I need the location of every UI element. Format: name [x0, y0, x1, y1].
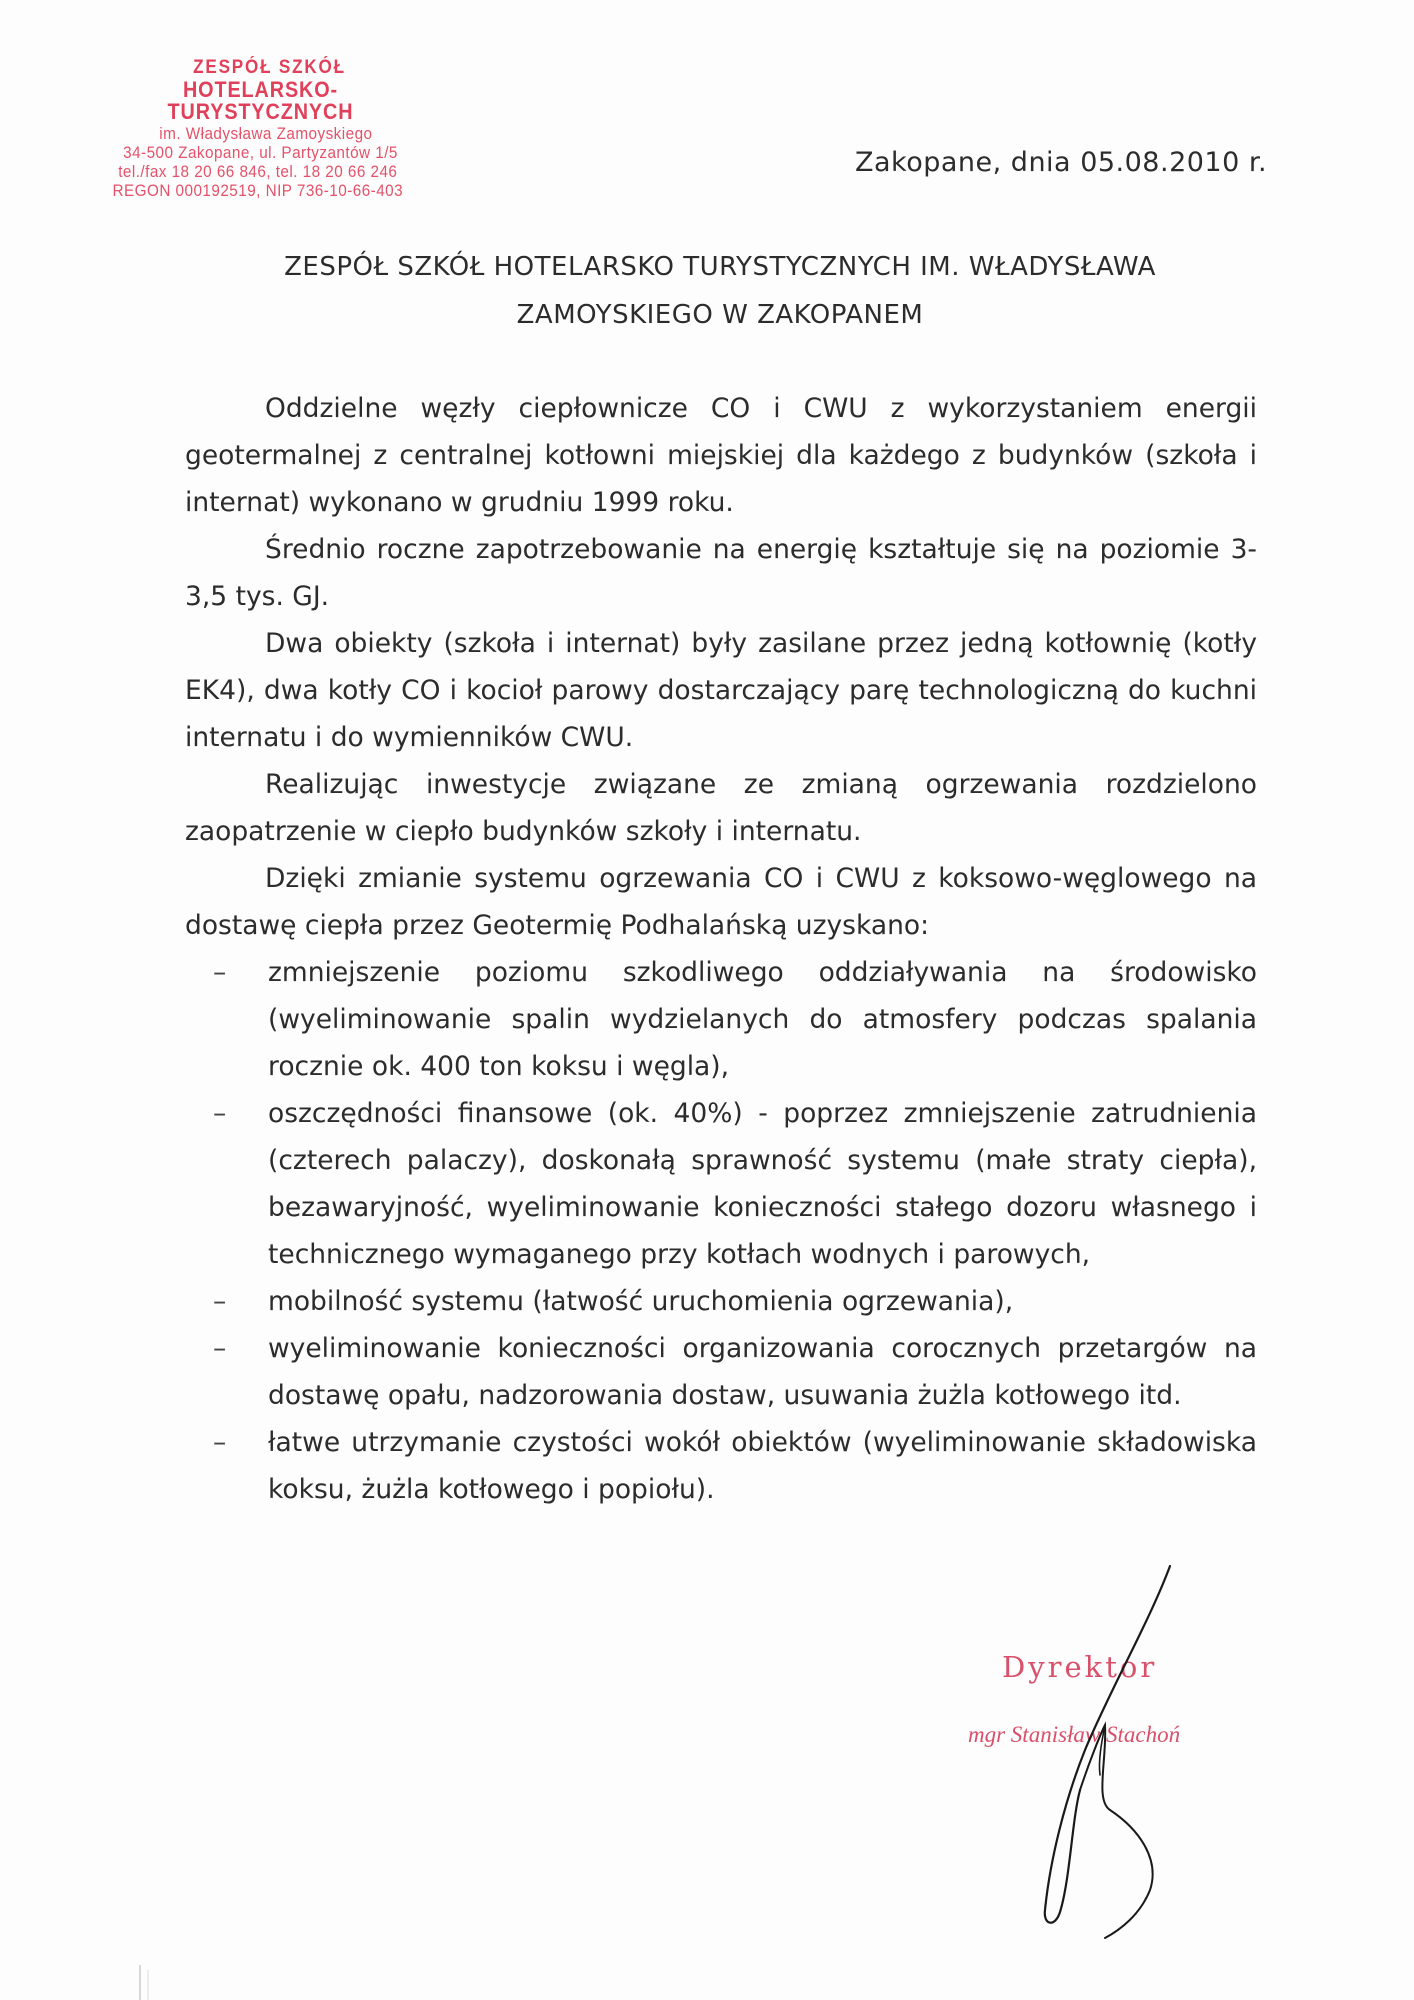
dash-bullet: –: [213, 1098, 227, 1129]
list-item-text: łatwe utrzymanie czystości wokół obiektów (wyeliminowanie składowiska koksu, żużla kotłowego i popiołu).: [268, 1427, 1257, 1505]
body-paragraph: Dzięki zmianie systemu ogrzewania CO i CWU z koksowo-węglowego na dostawę ciepła przez Geotermię Podhalańską uzyskano:: [185, 863, 1257, 941]
list-item-text: wyeliminowanie konieczności organizowania corocznych przetargów na dostawę opału, nadzorowania dostaw, usuwania żużla kotłowego itd.: [268, 1333, 1257, 1411]
list-item: [185, 1325, 1257, 1419]
dash-bullet: –: [213, 1286, 227, 1317]
list-item-text: zmniejszenie poziomu szkodliwego oddziaływania na środowisko (wyeliminowanie spalin wydzielanych do atmosfery podczas spalania rocznie ok. 400 ton koksu i węgla),: [268, 957, 1257, 1082]
stamp-line-1: ZESPÓŁ SZKÓŁ: [193, 57, 346, 78]
stamp-line-5: tel./fax 18 20 66 846, tel. 18 20 66 246: [118, 162, 398, 181]
stamp-line-6: REGON 000192519, NIP 736-10-66-403: [112, 181, 404, 200]
body-paragraph: Średnio roczne zapotrzebowanie na energię kształtuje się na poziomie 3-3,5 tys. GJ.: [185, 534, 1257, 612]
list-item: [185, 1278, 1257, 1325]
dash-bullet: –: [213, 957, 227, 988]
signature-name-stamp: mgr Stanisław Stachoń: [968, 1722, 1181, 1747]
handwritten-signature: [1010, 1560, 1190, 1940]
stamp-line-3: im. Władysława Zamoyskiego: [159, 124, 373, 143]
heading-line-2: ZAMOYSKIEGO W ZAKOPANEM: [516, 300, 924, 330]
school-letterhead-stamp: [112, 58, 409, 199]
letter-date: Zakopane, dnia 05.08.2010 r.: [855, 147, 1268, 178]
heading-line-1: ZESPÓŁ SZKÓŁ HOTELARSKO TURYSTYCZNYCH IM. WŁADYSŁAWA: [284, 252, 1156, 282]
list-item-text: oszczędności finansowe (ok. 40%) - poprzez zmniejszenie zatrudnienia (czterech palaczy), doskonałą sprawność systemu (małe straty ciepła), bezawaryjność, wyeliminowanie konieczności stałego dozoru własnego i technicznego wymaganego przy kotłach wodnych i parowych,: [268, 1098, 1257, 1270]
body-paragraph: Realizując inwestycje związane ze zmianą ogrzewania rozdzielono zaopatrzenie w ciepło budynków szkoły i internatu.: [185, 769, 1257, 847]
list-item: [185, 1090, 1257, 1278]
stamp-line-2: HOTELARSKO-TURYSTYCZNYCH: [167, 77, 354, 124]
letter-body: [185, 385, 1257, 1513]
signature-title-stamp: Dyrektor: [1002, 1650, 1158, 1684]
stamp-line-4: 34-500 Zakopane, ul. Partyzantów 1/5: [123, 143, 398, 162]
list-item-text: mobilność systemu (łatwość uruchomienia ogrzewania),: [268, 1286, 1014, 1317]
benefits-list: [185, 949, 1257, 1513]
document-heading: [200, 243, 1240, 339]
list-item: [185, 1419, 1257, 1513]
body-paragraph: Oddzielne węzły ciepłownicze CO i CWU z wykorzystaniem energii geotermalnej z centralnej kotłowni miejskiej dla każdego z budynków (szkoła i internat) wykonano w grudniu 1999 roku.: [185, 393, 1257, 518]
body-paragraph: Dwa obiekty (szkoła i internat) były zasilane przez jedną kotłownię (kotły EK4), dwa kotły CO i kocioł parowy dostarczający parę technologiczną do kuchni internatu i do wymienników CWU.: [185, 628, 1257, 753]
list-item: [185, 949, 1257, 1090]
dash-bullet: –: [213, 1333, 227, 1364]
dash-bullet: –: [213, 1427, 227, 1458]
scan-edge-mark: [136, 1965, 156, 2000]
